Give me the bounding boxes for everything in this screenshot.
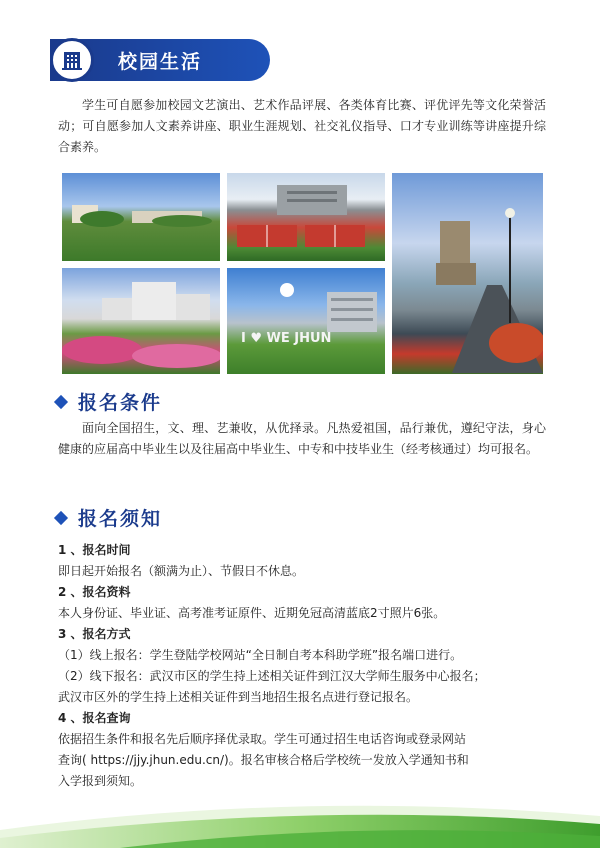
notice-item-line: 查询( https://jjy.jhun.edu.cn/)。报名审核合格后学校统一发放入学通知书和	[58, 753, 469, 767]
notice-item-heading: 2 、报名资料	[58, 585, 131, 599]
notice-item-heading: 1 、报名时间	[58, 543, 131, 557]
bottom-wave-decoration	[0, 790, 600, 848]
notice-heading	[56, 504, 162, 531]
notice-item-line: （1）线上报名：学生登陆学校网站“全日制自考本科助学班”报名端口进行。	[58, 648, 463, 662]
campus-photo-courts	[227, 173, 385, 261]
building-icon	[50, 38, 94, 82]
requirements-title: 报名条件	[78, 392, 163, 414]
notice-item-line: 武汉市区外的学生持上述相关证件到当地招生报名点进行登记报名。	[58, 690, 419, 704]
campus-photo-i-love-jhun	[227, 268, 385, 374]
diamond-icon	[54, 394, 68, 408]
notice-item-line: 即日起开始报名（额满为止）、节假日不休息。	[58, 564, 305, 578]
campus-photo-flowers	[62, 268, 220, 374]
svg-text:I ♥ WE JHUN: I ♥ WE JHUN	[241, 331, 332, 346]
diamond-icon	[54, 510, 68, 524]
notice-item-line: 入学报到须知。	[58, 774, 143, 788]
notice-item-heading: 3 、报名方式	[58, 627, 131, 641]
notice-item-heading: 4 、报名查询	[58, 711, 131, 725]
campus-life-text: 学生可自愿参加校园文艺演出、艺术作品评展、各类体育比赛、评优评先等文化荣誉活动；可自愿参加人文素养讲座、职业生涯规划、社交礼仪指导、口才专业训练等讲座提升综合素养。	[58, 98, 546, 154]
notice-item-line: 本人身份证、毕业证、高考准考证原件、近期免冠高清蓝底2寸照片6张。	[58, 606, 446, 620]
notice-title: 报名须知	[78, 508, 163, 530]
campus-photo-lawn	[62, 173, 220, 261]
campus-life-title: 校园生活	[118, 51, 203, 73]
notice-list	[58, 540, 558, 792]
requirements-text: 面向全国招生，文、理、艺兼收，从优择录。凡热爱祖国，品行兼优，遵纪守法，身心健康的应届高中毕业生以及往届高中毕业生、中专和中技毕业生（经考核通过）均可报名。	[58, 421, 546, 456]
requirements-heading	[56, 388, 162, 415]
notice-item-line: （2）线下报名：武汉市区的学生持上述相关证件到江汉大学师生服务中心报名；	[58, 669, 486, 683]
campus-photo-tower-road	[392, 173, 543, 374]
notice-item-line: 依据招生条件和报名先后顺序择优录取。学生可通过招生电话咨询或登录网站	[58, 732, 467, 746]
